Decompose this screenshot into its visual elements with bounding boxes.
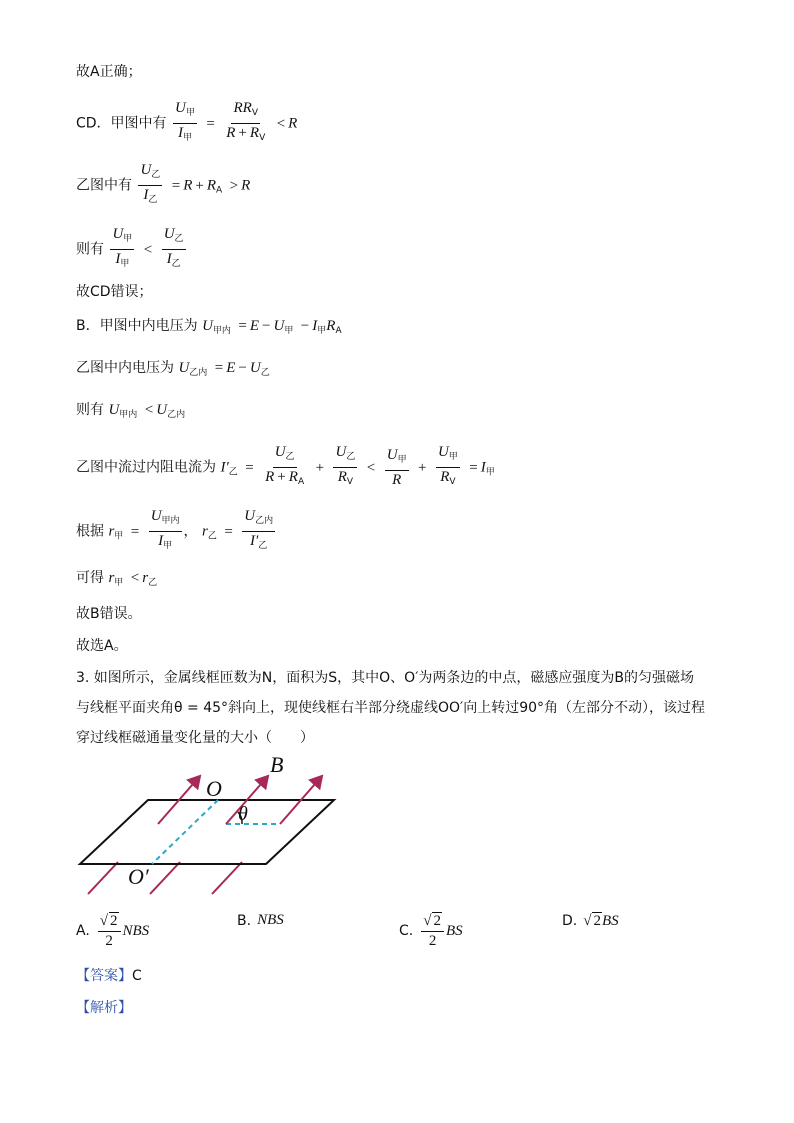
equation-resistance: 根据 $r_甲$ = $\frac{U_{甲内}}{I_甲}$ ， $r_乙$ = $\frac{U_{乙内}}{I'_乙}$ xyxy=(76,508,277,555)
fraction-u-yi-over-r-plus-ra: $\frac{U_乙}{R + R_A}$ xyxy=(265,444,305,487)
label-o-prime: O′ xyxy=(128,864,149,889)
text-ze-prefix: 则有 xyxy=(76,241,104,258)
label-b: B xyxy=(270,752,284,777)
fraction-u-over-i-yi: $\frac{U_乙}{I_乙}$ xyxy=(140,162,161,205)
label-theta: θ xyxy=(238,803,248,825)
option-c[interactable]: C. $\frac{√ 2}{2}$ BS xyxy=(399,913,463,949)
option-c-fraction: $\frac{√ 2}{2}$ xyxy=(421,912,444,950)
fraction-u-over-i-yi-2: $\frac{U_乙}{I_乙}$ xyxy=(163,226,184,269)
equation-yi-current: 乙图中流过内阻电流为 $I'_乙$ = $\frac{U_乙}{R + R_A}$ + $\frac{U_乙}{R_V}$ < $\frac{U_甲}{R}$ + $\frac{U_甲}{R_V}$ = $I_甲$ xyxy=(76,444,495,491)
text-a-correct: 故A正确； xyxy=(76,64,142,80)
text-choose-a: 故选A。 xyxy=(76,638,128,654)
fraction-u-over-i-jia-2: $\frac{U_甲}{I_甲}$ xyxy=(112,226,133,269)
option-d[interactable]: D. √ 2 BS xyxy=(562,912,619,929)
equation-inner-compare: 则有 $U_{甲内} < U_{乙内}$ xyxy=(76,402,186,420)
answer-value: C xyxy=(132,968,142,984)
option-a[interactable]: A. $\frac{√ 2}{2}$ NBS xyxy=(76,913,150,949)
fraction-u-over-i-jia: $\frac{U_甲}{I_甲}$ xyxy=(175,100,195,143)
equation-compare: 则有 $\frac{U_甲}{I_甲}$ < $\frac{U_乙}{I_乙}$ xyxy=(76,226,188,273)
fraction-u-yi-over-rv: $\frac{U_乙}{R_V}$ xyxy=(335,444,356,487)
fraction-parallel-resistance: $\frac{RR_V}{R + R_V}$ xyxy=(226,100,266,143)
coil-magnetic-field-figure xyxy=(76,752,346,902)
field-arrow-2 xyxy=(150,862,180,894)
question-line-1: 3. 如图所示，金属线框匝数为N，面积为S，其中O、O′为两条边的中点，磁感应强度为B的匀强磁场 xyxy=(76,670,694,686)
analysis-label: 解析 xyxy=(90,1000,118,1016)
field-arrow-3 xyxy=(212,862,242,894)
equation-yi-inner-voltage: 乙图中内电压为 $U_{乙内} = E - U_乙$ xyxy=(76,360,270,378)
coil-frame xyxy=(80,800,334,864)
equation-result: 可得 $r_甲 < r_乙$ xyxy=(76,570,158,588)
equation-b-inner-voltage: B．甲图中内电压为 $U_{甲内} = E - U_甲 - I_甲R_A$ xyxy=(76,318,342,336)
text-yi-prefix: 乙图中有 xyxy=(76,177,132,194)
option-a-fraction: $\frac{√ 2}{2}$ xyxy=(98,912,121,950)
field-arrow-1 xyxy=(88,862,118,894)
fraction-r-yi: $\frac{U_{乙内}}{I'_乙}$ xyxy=(244,508,274,551)
fraction-u-jia-over-r: $\frac{U_甲}{R}$ xyxy=(386,446,407,488)
axis-oo-prime xyxy=(152,800,218,864)
option-b[interactable]: B. NBS xyxy=(237,912,284,929)
answer-line: 【答案】C xyxy=(76,968,142,984)
equation-cd: CD．甲图中有 $\frac{U_甲}{I_甲}$ = $\frac{RR_V}{R + R_V}$ < R xyxy=(76,100,297,147)
equation-yi: 乙图中有 $\frac{U_乙}{I_乙}$ = $R + R_A > R$ xyxy=(76,162,250,209)
question-line-2: 与线框平面夹角θ = 45°斜向上，现使线框右半部分绕虚线OO′向上转过90°角（左部分不动），该过程 xyxy=(76,700,706,716)
fraction-u-jia-over-rv: $\frac{U_甲}{R_V}$ xyxy=(437,444,458,487)
analysis-line: 【解析】 xyxy=(76,1000,132,1016)
text-cd-prefix: CD．甲图中有 xyxy=(76,115,167,132)
label-o: O xyxy=(206,776,222,801)
text-b-wrong: 故B错误。 xyxy=(76,606,142,622)
question-line-3: 穿过线框磁通量变化量的大小（ ） xyxy=(76,730,314,746)
fraction-r-jia: $\frac{U_{甲内}}{I_甲}$ xyxy=(150,508,180,551)
answer-label: 答案 xyxy=(90,968,118,984)
text-cd-wrong: 故CD错误； xyxy=(76,284,153,300)
